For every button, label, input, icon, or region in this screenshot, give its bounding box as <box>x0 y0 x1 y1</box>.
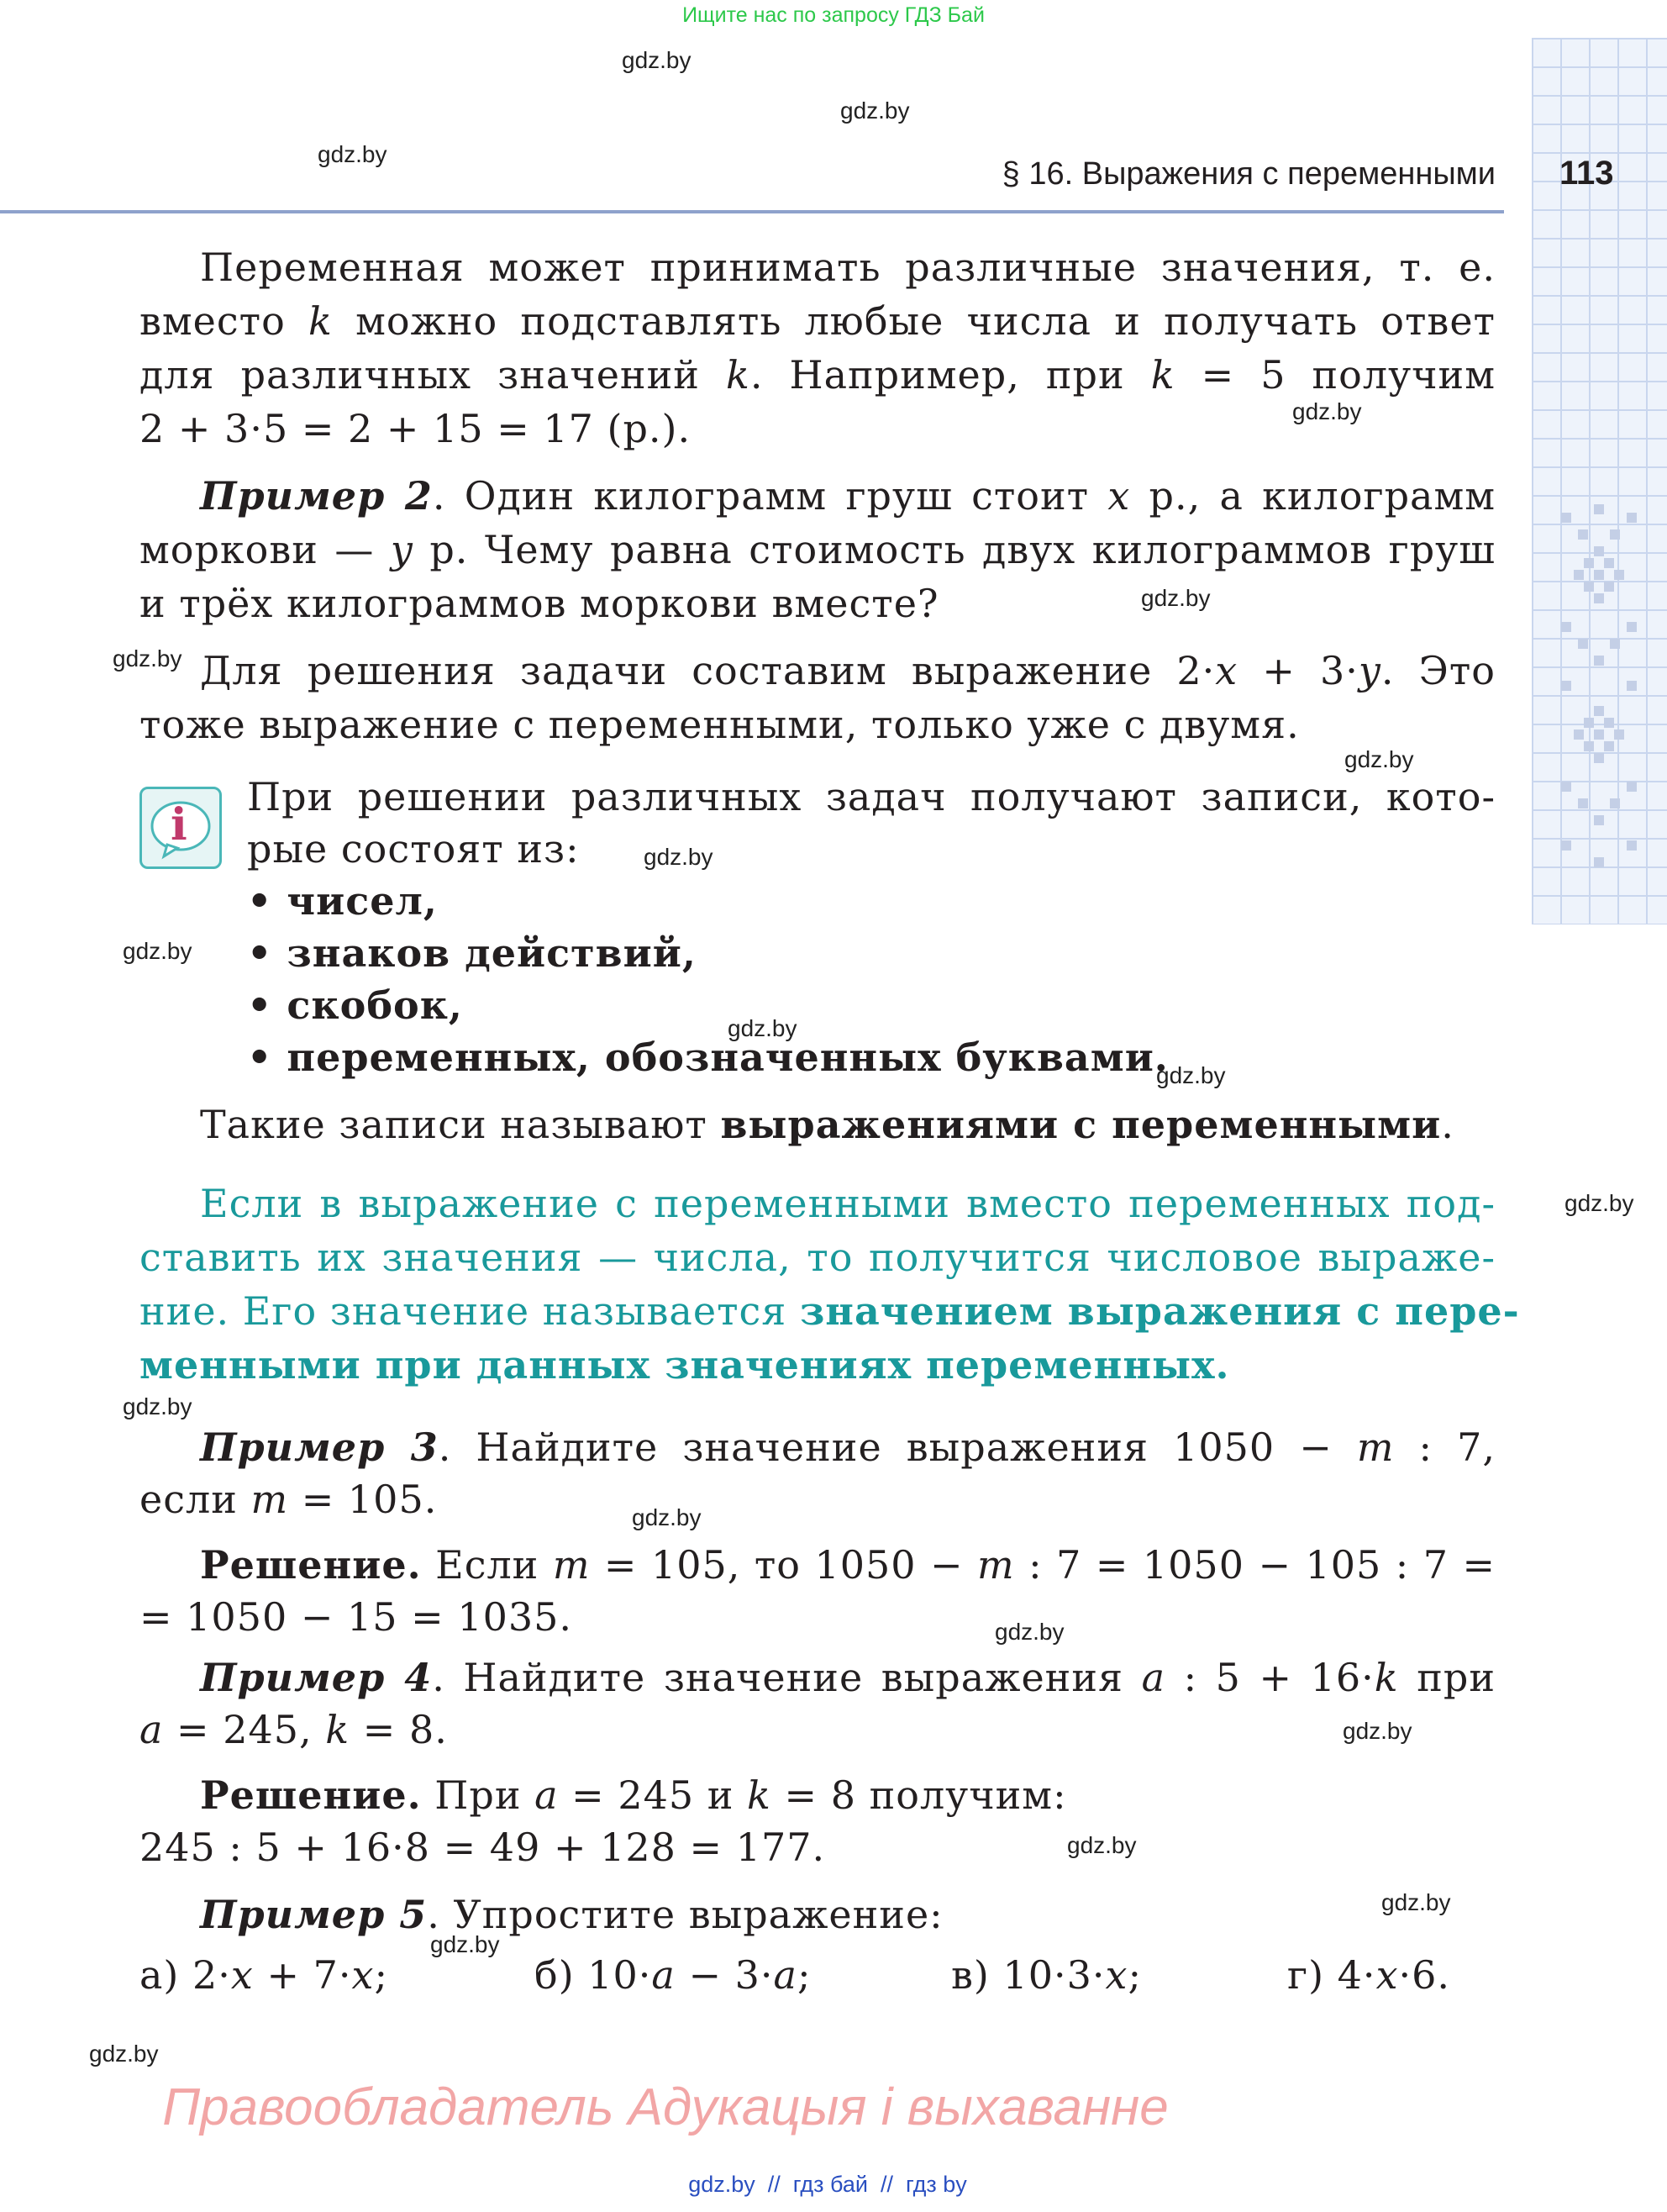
watermark: gdz.by <box>123 1393 192 1419</box>
watermark: gdz.by <box>1156 1062 1226 1088</box>
info-icon <box>139 787 222 869</box>
example-4-solution: Решение. При a = 245 и k = 8 получим: <box>200 1772 1067 1818</box>
example-2-solution: Для решения задачи составим выражение 2·x + 3·y. Это <box>200 648 1496 693</box>
info-text: рые состоят из: <box>247 826 580 872</box>
paragraph-line: для различных значений k. Например, при k = 5 получим <box>139 352 1496 398</box>
watermark: gdz.by <box>1381 1889 1451 1915</box>
top-note: Ищите нас по запросу ГДЗ Бай <box>682 3 985 27</box>
example-3-solution: = 1050 − 15 = 1035. <box>139 1594 573 1640</box>
example-5-line: Пример 5. Упростите выражение: <box>200 1892 944 1937</box>
info-letter: i <box>171 799 187 851</box>
watermark: gdz.by <box>632 1504 702 1530</box>
rule-text: менными при данных значениях переменных. <box>139 1342 1230 1388</box>
example-5-item-c: в) 10·3·x; <box>951 1952 1142 1998</box>
watermark: gdz.by <box>318 141 387 167</box>
example-2-line: и трёх килограммов моркови вместе? <box>139 581 939 626</box>
watermark: gdz.by <box>995 1619 1065 1645</box>
rule-text: ние. Его значение называется значением выражения с пере- <box>139 1288 1520 1334</box>
watermark: gdz.by <box>89 2041 159 2067</box>
info-text: При решении различных задач получают записи, кото- <box>247 774 1496 819</box>
copyright-notice: Правообладатель Адукацыя і выхаванне <box>162 2078 1169 2136</box>
ornament-pattern <box>1561 504 1637 891</box>
paragraph-line: вместо k можно подставлять любые числа и получать ответ <box>139 298 1496 344</box>
example-5-item-b: б) 10·a − 3·a; <box>534 1952 812 1998</box>
example-3-line: Пример 3. Найдите значение выражения 1050 − m : 7, <box>200 1425 1496 1470</box>
page-number: 113 <box>1559 155 1614 192</box>
example-2-solution: тоже выражение с переменными, только уже с двумя. <box>139 702 1300 747</box>
watermark: gdz.by <box>1141 585 1211 611</box>
watermark: gdz.by <box>1343 1718 1412 1744</box>
example-3-line: если m = 105. <box>139 1477 438 1522</box>
example-2-line: моркови — y р. Чему равна стоимость двух килограммов груш <box>139 527 1496 572</box>
header-rule <box>0 210 1504 213</box>
info-conclusion: Такие записи называют выражениями с переменными. <box>200 1102 1454 1147</box>
rule-text: ставить их значения — числа, то получится числовое выраже- <box>139 1235 1496 1280</box>
example-4-solution: 245 : 5 + 16·8 = 49 + 128 = 177. <box>139 1825 826 1870</box>
paragraph-line: Переменная может принимать различные значения, т. е. <box>200 245 1496 290</box>
bullet-item: • знаков действий, <box>247 930 697 976</box>
watermark: gdz.by <box>123 938 192 964</box>
watermark: gdz.by <box>1344 746 1414 772</box>
example-2-line: Пример 2. Один килограмм груш стоит x р., а килограмм <box>200 473 1496 519</box>
page-margin-blank <box>1532 924 1667 2212</box>
paragraph-line: 2 + 3·5 = 2 + 15 = 17 (р.). <box>139 406 692 451</box>
watermark: gdz.by <box>1067 1832 1137 1858</box>
watermark: gdz.by <box>1292 398 1362 424</box>
bullet-item: • чисел, <box>247 878 438 924</box>
watermark: gdz.by <box>840 97 910 124</box>
bullet-item: • скобок, <box>247 982 463 1028</box>
watermark: gdz.by <box>113 645 182 672</box>
example-5-item-a: а) 2·x + 7·x; <box>139 1952 388 1998</box>
rule-text: Если в выражение с переменными вместо переменных под- <box>200 1181 1496 1226</box>
watermark: gdz.by <box>622 47 692 73</box>
watermark: gdz.by <box>728 1015 797 1041</box>
watermark: gdz.by <box>644 844 713 870</box>
bullet-item: • переменных, обозначенных буквами. <box>247 1035 1169 1080</box>
section-title: § 16. Выражения с переменными <box>1002 156 1496 192</box>
watermark: gdz.by <box>430 1931 500 1957</box>
footer-links[interactable]: gdz.by // гдз бай // гдз by <box>688 2172 967 2197</box>
example-3-solution: Решение. Если m = 105, то 1050 − m : 7 = 1050 − 105 : 7 = <box>200 1542 1496 1588</box>
example-4-line: Пример 4. Найдите значение выражения a : 5 + 16·k при <box>200 1655 1496 1700</box>
example-4-line: a = 245, k = 8. <box>139 1707 448 1752</box>
example-5-item-d: г) 4·x·6. <box>1287 1952 1451 1998</box>
watermark: gdz.by <box>1564 1190 1634 1216</box>
